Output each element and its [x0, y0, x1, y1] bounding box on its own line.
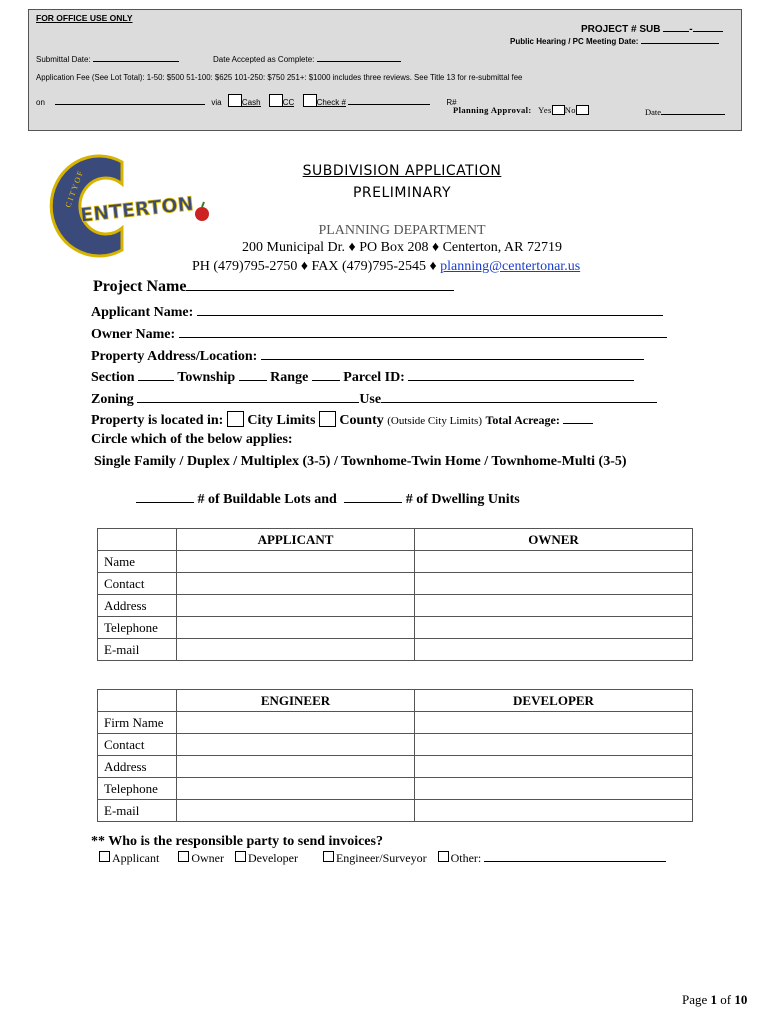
- engineer-firm-cell[interactable]: [177, 712, 415, 734]
- submittal-label: Submittal Date:: [36, 55, 91, 64]
- engineer-developer-table: [97, 689, 693, 822]
- parcel-id-field[interactable]: [408, 367, 634, 381]
- developer-contact-cell[interactable]: [415, 734, 693, 756]
- owner-header: OWNER: [415, 529, 693, 551]
- accepted-label: Date Accepted as Complete:: [213, 55, 315, 64]
- table-row: [98, 551, 693, 573]
- approval-date: [645, 106, 725, 117]
- table-row: [98, 778, 693, 800]
- planning-label: Planning Approval:: [453, 105, 532, 115]
- no-label: No: [564, 105, 576, 115]
- engineer-header: ENGINEER: [177, 690, 415, 712]
- developer-firm-cell[interactable]: [415, 712, 693, 734]
- page-label: Page: [682, 992, 708, 1007]
- hearing-label: Public Hearing / PC Meeting Date:: [510, 37, 639, 46]
- township-field[interactable]: [239, 367, 267, 381]
- applicant-name-cell[interactable]: [177, 551, 415, 573]
- date-label: Date: [645, 107, 662, 117]
- row-label: Firm Name: [98, 712, 177, 734]
- project-name-field[interactable]: [186, 277, 454, 291]
- accepted-blank[interactable]: [317, 53, 401, 62]
- page-current: 1: [710, 992, 718, 1007]
- table-row: [98, 595, 693, 617]
- outside-city-note: (Outside City Limits): [387, 415, 482, 427]
- department-name: PLANNING DEPARTMENT: [318, 223, 486, 238]
- invoice-options: [99, 851, 666, 866]
- department-address: 200 Municipal Dr. ♦ PO Box 208 ♦ Centerton, AR 72719: [242, 240, 562, 255]
- property-address-field[interactable]: [261, 346, 644, 360]
- section-field[interactable]: [138, 367, 174, 381]
- engineer-contact-cell[interactable]: [177, 734, 415, 756]
- project-label: PROJECT # SUB: [581, 24, 661, 35]
- applicant-name-row: [91, 302, 663, 321]
- check-number-blank[interactable]: [348, 96, 430, 105]
- option-developer[interactable]: [235, 851, 298, 865]
- dwelling-types[interactable]: Single Family / Duplex / Multiplex (3-5) / Townhome-Twin Home / Townhome-Multi (3-5): [94, 454, 627, 469]
- developer-email-cell[interactable]: [415, 800, 693, 822]
- project-dash: -: [689, 24, 693, 35]
- cc-line: [283, 98, 295, 107]
- table-corner-cell: [98, 690, 177, 712]
- developer-option-label: Developer: [247, 851, 298, 865]
- no-checkbox[interactable]: [576, 105, 589, 115]
- phone-fax: PH (479)795-2750 ♦ FAX (479)795-2545 ♦: [192, 259, 441, 274]
- on-label: on: [36, 98, 45, 107]
- engineer-option-label: Engineer/Surveyor: [335, 851, 427, 865]
- department-contact: [192, 259, 580, 275]
- engineer-checkbox[interactable]: [323, 851, 334, 862]
- payment-row: [36, 94, 457, 107]
- yes-label: Yes: [538, 105, 552, 115]
- option-applicant[interactable]: [99, 851, 159, 865]
- property-address-row: [91, 346, 644, 365]
- developer-address-cell[interactable]: [415, 756, 693, 778]
- city-limits-checkbox[interactable]: [227, 411, 244, 427]
- located-label: Property is located in:: [91, 413, 224, 428]
- zoning-label: Zoning: [91, 392, 134, 407]
- project-blank-2[interactable]: [693, 23, 723, 32]
- county-label: County: [339, 413, 384, 428]
- hearing-date: [510, 35, 719, 46]
- cash-line: [242, 98, 261, 107]
- buildable-lots-field[interactable]: [136, 489, 194, 503]
- applicant-owner-table: [97, 528, 693, 661]
- check-line: [317, 98, 346, 107]
- owner-checkbox[interactable]: [178, 851, 189, 862]
- applicant-email-cell[interactable]: [177, 639, 415, 661]
- yes-checkbox[interactable]: [552, 105, 565, 115]
- office-heading: FOR OFFICE USE ONLY: [36, 13, 133, 23]
- county-checkbox[interactable]: [319, 411, 336, 427]
- applicant-name-field[interactable]: [197, 302, 663, 316]
- dwelling-units-label: # of Dwelling Units: [405, 492, 520, 507]
- planning-approval: [453, 105, 589, 115]
- logo-apple-icon: [195, 207, 209, 221]
- form-title: SUBDIVISION APPLICATION: [302, 163, 502, 179]
- owner-name-field[interactable]: [179, 324, 667, 338]
- owner-telephone-cell[interactable]: [415, 617, 693, 639]
- applicant-address-cell[interactable]: [177, 595, 415, 617]
- owner-option-label: Owner: [191, 851, 224, 865]
- owner-name-cell[interactable]: [415, 551, 693, 573]
- option-engineer[interactable]: [323, 851, 427, 865]
- project-name-row: [93, 277, 454, 296]
- page-number: [682, 992, 747, 1008]
- hearing-blank[interactable]: [641, 35, 719, 44]
- office-use-box: [28, 9, 742, 131]
- table-row: [98, 756, 693, 778]
- zoning-field[interactable]: [137, 389, 359, 403]
- acreage-label: Total Acreage:: [485, 413, 560, 427]
- fee-text: Application Fee (See Lot Total): 1-50: $500 51-100: $625 101-250: $750 251+: $1000 includes three reviews. See Title 13 for re-submittal fee: [36, 73, 523, 82]
- page-of: of: [720, 992, 732, 1007]
- table-header-row: [98, 690, 693, 712]
- applicant-option-label: Applicant: [112, 851, 160, 865]
- r-label: R#: [446, 98, 457, 107]
- use-field[interactable]: [381, 389, 657, 403]
- applicant-telephone-cell[interactable]: [177, 617, 415, 639]
- invoice-question: ** Who is the responsible party to send invoices?: [91, 834, 383, 849]
- row-label: Contact: [98, 573, 177, 595]
- dwelling-units-field[interactable]: [344, 489, 402, 503]
- cc-checkbox[interactable]: [269, 94, 283, 107]
- use-label: Use: [359, 392, 382, 407]
- row-label: Address: [98, 756, 177, 778]
- row-label: Contact: [98, 734, 177, 756]
- cash-checkbox[interactable]: [228, 94, 242, 107]
- logo-city-text: C I T Y O F: [63, 169, 85, 209]
- project-number: [581, 23, 723, 35]
- section-label: Section: [91, 370, 135, 385]
- table-row: [98, 639, 693, 661]
- table-row: [98, 712, 693, 734]
- table-corner-cell: [98, 529, 177, 551]
- submittal-blank[interactable]: [93, 53, 179, 62]
- developer-header: DEVELOPER: [415, 690, 693, 712]
- table-row: [98, 800, 693, 822]
- cash-label: Cash: [241, 98, 261, 107]
- range-field[interactable]: [312, 367, 340, 381]
- zoning-row: [91, 389, 657, 408]
- engineer-email-cell[interactable]: [177, 800, 415, 822]
- city-limits-label: City Limits: [247, 413, 316, 428]
- property-address-label: Property Address/Location:: [91, 349, 258, 364]
- owner-contact-cell[interactable]: [415, 573, 693, 595]
- row-label: Address: [98, 595, 177, 617]
- buildable-lots-label: # of Buildable Lots and: [197, 492, 337, 507]
- submittal-date: [36, 53, 179, 64]
- row-label: E-mail: [98, 800, 177, 822]
- range-label: Range: [270, 370, 309, 385]
- table-header-row: [98, 529, 693, 551]
- table-row: [98, 734, 693, 756]
- applicant-name-label: Applicant Name:: [91, 305, 194, 320]
- cc-label: CC: [282, 98, 295, 107]
- option-other[interactable]: [438, 851, 482, 865]
- option-owner[interactable]: [178, 851, 224, 865]
- row-label: Telephone: [98, 778, 177, 800]
- table-row: [98, 573, 693, 595]
- check-label: Check #: [316, 98, 346, 107]
- owner-name-label: Owner Name:: [91, 327, 176, 342]
- location-row: [91, 410, 593, 429]
- via-label: via: [211, 98, 222, 107]
- acreage-field[interactable]: [563, 410, 593, 424]
- parcel-id-label: Parcel ID:: [343, 370, 405, 385]
- check-checkbox[interactable]: [303, 94, 317, 107]
- accepted-date: [213, 53, 401, 64]
- applicant-checkbox[interactable]: [99, 851, 110, 862]
- other-option-label: Other:: [450, 851, 482, 865]
- row-label: Name: [98, 551, 177, 573]
- table-row: [98, 617, 693, 639]
- owner-name-row: [91, 324, 667, 343]
- project-name-label: Project Name: [93, 278, 187, 295]
- applicant-contact-cell[interactable]: [177, 573, 415, 595]
- date-blank[interactable]: [661, 106, 725, 115]
- on-blank[interactable]: [55, 96, 205, 105]
- project-blank-1[interactable]: [663, 23, 689, 32]
- engineer-telephone-cell[interactable]: [177, 778, 415, 800]
- township-label: Township: [177, 370, 236, 385]
- developer-checkbox[interactable]: [235, 851, 246, 862]
- legal-description-row: [91, 367, 634, 386]
- page-total: 10: [734, 992, 748, 1007]
- lots-units-row: [136, 489, 520, 508]
- form-subtitle: PRELIMINARY: [352, 185, 452, 201]
- applicant-header: APPLICANT: [177, 529, 415, 551]
- row-label: E-mail: [98, 639, 177, 661]
- engineer-address-cell[interactable]: [177, 756, 415, 778]
- other-field[interactable]: [484, 851, 666, 862]
- department-email-link[interactable]: planning@centertonar.us: [440, 259, 581, 274]
- row-label: Telephone: [98, 617, 177, 639]
- owner-email-cell[interactable]: [415, 639, 693, 661]
- other-checkbox[interactable]: [438, 851, 449, 862]
- circle-instruction: Circle which of the below applies:: [91, 432, 293, 447]
- owner-address-cell[interactable]: [415, 595, 693, 617]
- logo-name-text: ENTERTON: [79, 192, 195, 227]
- developer-telephone-cell[interactable]: [415, 778, 693, 800]
